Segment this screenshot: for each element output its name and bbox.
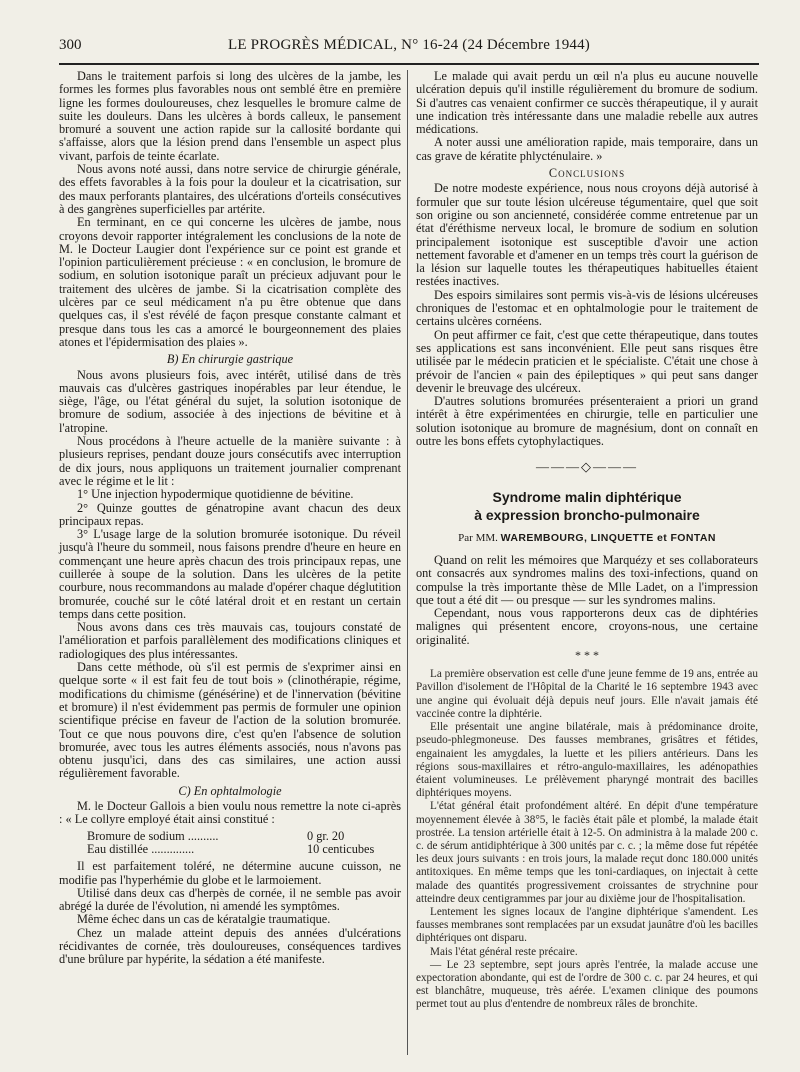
paragraph: Dans cette méthode, où s'il est permis de s'exprimer ainsi en quelque sorte « il est fait feu de tout bois » (clinothérapie, régime, modifications du chimisme (génésérine) et de l'innervation (bévitine et bromure) il n'est évidemment pas permis de formuler une opinion scientifique précise en faveur de l'action de la solution bromurée. Tout ce que nous pouvons dire, c'est qu'en l'absence de solution bromurée, avec tous les autres éléments associés, nous n'avons pas obtenu jusqu'ici, dans des cas similaires, une action aussi régulièrement favorable. <box>59 660 401 781</box>
paragraph: Nous avons noté aussi, dans notre service de chirurgie générale, des effets favorables à la fois pour la douleur et la cicatrisation, sur des maux perforants plantaires, des ulcérations d'orteils consécutives à des gangrènes superficielles par artérite. <box>59 162 401 216</box>
list-item: 3° L'usage large de la solution bromurée isotonique. Du réveil jusqu'à l'heure du sommeil, nous faisons prendre d'heure en heure en commençant une heure après chacun des trois principaux repas, une cuillerée à soupe de la solution. Dans les ulcères de la petite courbure, nous recommandons au malade d'opérer chaque déglutition bromurée, couché sur le côté latéral droit et en restant un certain temps dans cette position. <box>59 527 401 621</box>
recipe-ingredient: Bromure de sodium .......... <box>87 828 219 843</box>
paragraph: On peut affirmer ce fait, c'est que cette thérapeutique, dans toutes ses applications est sans inconvénient. Elle peut sans risques être utilisée par le médecin praticien et le spécialiste. C'était une chose à prévoir de l'ancien « pain des épileptiques » qui peut sans danger devenir le breuvage des ulcéreux. <box>416 327 758 395</box>
section-subheading-c: C) En ophtalmologie <box>178 783 282 798</box>
paragraph: Quand on relit les mémoires que Marquézy et ses collaborateurs ont consacrés aux syndromes malins des toxi-infections, quand on compulse la très importante thèse de Mlle Ladet, on a l'impression que tout a été dit — ou presque — sur les syndromes malins. <box>416 552 758 607</box>
observation-text <box>416 668 758 1011</box>
paragraph: Même échec dans un cas de kératalgie traumatique. <box>77 912 331 927</box>
article-authors <box>416 532 758 545</box>
paragraph: Le malade qui avait perdu un œil n'a plus eu aucune nouvelle ulcération depuis qu'il instille régulièrement du bromure de sodium. Si d'autres cas venaient confirmer ce succès thérapeutique, il y aurait une indication très intéressante dans une maladie rebelle aux autres médications. <box>416 69 758 137</box>
article-title-line: Syndrome malin diphtérique <box>492 488 682 505</box>
paragraph: Elle présentait une angine bilatérale, mais à prédominance droite, pseudo-phlegmoneuse. Des fausses membranes, grisâtres et fétides, engainaient les amygdales, la luette et les piliers antérieurs. Dans les régions sous-maxillaires et rétro-angulo-maxillaires, les adénopathies étaient volumineuses. Le prélèvement pharyngé montrait des bacilles diphtériques moyens. <box>416 721 758 800</box>
recipe-quantity: 0 gr. 20 <box>307 828 345 843</box>
header-rule <box>59 63 759 65</box>
authors-names: WAREMBOURG, LINQUETTE et FONTAN <box>500 531 716 544</box>
paragraph: D'autres solutions bromurées présenteraient a priori un grand intérêt à être expérimentées en chirurgie, telle en particulier une solution isotonique au bromure de magnésium, dont on connaît en outre les bons effets cytophylactiques. <box>416 394 758 449</box>
collyre-recipe <box>59 830 401 857</box>
paragraph: Dans le traitement parfois si long des ulcères de la jambe, les formes les formes plus favorables nous ont semblé être en première ligne les formes douloureuses, chez lesquelles le bromure calme de suite les douleurs. Dans les ulcères à bords calleux, le pansement bromuré a souvent une action rapide sur la callosité bordante qui s'affaisse, alors que la lésion prend dans l'ensemble un aspect plus vivant, parfois de teinte écarlate. <box>59 69 401 163</box>
paragraph: En terminant, en ce qui concerne les ulcères de jambe, nous croyons devoir rapporter intégralement les conclusions de la note de M. le Docteur Laugier dont l'expérience sur ce point est grande et l'opinion particulièrement précieuse : « en conclusion, le bromure de sodium, en solution isotonique paraît un précieux adjuvant pour le traitement des ulcères de jambe. Si la cicatrisation complète des ulcères par ce seul médicament n'a pu être obtenue que dans quelques cas, il s'est révélé de façon presque constante calmant et presque dans tous les cas a amorcé le bourgeonnement des plaies atones et l'épidermisation des plaies ». <box>59 215 401 349</box>
paragraph: — Le 23 septembre, sept jours après l'entrée, la malade accuse une expectoration abondante, qui est de l'ordre de 300 c. c. par 24 heures, et qui est blanchâtre, muqueuse, très aérée. L'examen clinique des poumons permet tout au plus d'entendre de nombreux râles de bronchite. <box>416 958 758 1011</box>
page-number: 300 <box>59 37 82 53</box>
paragraph: Nous avons plusieurs fois, avec intérêt, utilisé dans de très mauvais cas d'ulcères gastriques inopérables par leur étendue, le siège, l'âge, ou l'état général du sujet, la solution isotonique de bromure de sodium, associée à des injections de bévitine et à l'atropine. <box>59 367 401 435</box>
list-item: 2° Quinze gouttes de génatropine avant chacun des deux principaux repas. <box>59 500 401 528</box>
paragraph: La première observation est celle d'une jeune femme de 19 ans, entrée au Pavillon d'isolement de l'Hôpital de la Charité le 16 septembre 1943 avec une angine qui évoluait déjà depuis neuf jours. Elle n'avait jamais été vaccinée contre la diphtérie. <box>416 668 758 720</box>
paragraph: A noter aussi une amélioration rapide, mais temporaire, dans un cas grave de kératite phlycténulaire. » <box>416 135 758 163</box>
paragraph: Il est parfaitement toléré, ne détermine aucune cuisson, ne modifie pas l'hyperhémie du globe et le larmoiement. <box>59 859 401 887</box>
paragraph: Des espoirs similaires sont permis vis-à-vis de lésions ulcéreuses chroniques de l'estomac et en ophtalmologie pour le traitement de certains ulcères cornéens. <box>416 287 758 329</box>
paragraph: M. le Docteur Gallois a bien voulu nous remettre la note ci-après : « Le collyre employé était ainsi constitué : <box>59 799 401 827</box>
section-subheading-b: B) En chirurgie gastrique <box>166 352 294 367</box>
paragraph: Utilisé dans deux cas d'herpès de cornée, il ne semble pas avoir abrégé la durée de l'évolution, ni amendé les symptômes. <box>59 885 401 914</box>
conclusions-heading: Conclusions <box>548 166 626 181</box>
list-item: 1° Une injection hypodermique quotidienne de bévitine. <box>77 487 354 502</box>
article-title <box>416 488 758 524</box>
section-stars: * * * <box>575 647 599 662</box>
paragraph: De notre modeste expérience, nous nous croyons déjà autorisé à formuler que sur toute lésion ulcéreuse tégumentaire, quel que soit son origine ou son ancienneté, considérée comme entretenue par un état d'éréthisme nerveux local, le bromure de sodium en solution principalement isotonique est susceptible d'avoir une action nettement favorable et d'amener en un temps très court la guérison de la lésion sur laquelle toutes les thérapeutiques habituelles étaient restées inactives. <box>416 181 758 289</box>
paragraph: Nous avons dans ces très mauvais cas, toujours constaté de l'amélioration et parfois parallèlement des modifications cliniques et radiologiques des plus intéressantes. <box>59 620 401 661</box>
article-title-line: à expression broncho-pulmonaire <box>474 506 700 523</box>
journal-title: LE PROGRÈS MÉDICAL, N° 16-24 (24 Décembre 1944) <box>227 37 591 53</box>
authors-prefix: Par MM. <box>458 531 498 544</box>
paragraph: Cependant, nous vous rapporterons deux cas de diphtéries malignes qui présentent encore, croyons-nous, une certaine originalité. <box>416 606 758 647</box>
paragraph: Mais l'état général reste précaire. <box>430 945 578 958</box>
left-column <box>59 70 401 967</box>
right-column <box>416 70 758 1012</box>
paragraph: Chez un malade atteint depuis des années d'ulcérations récidivantes de cornée, très douloureuses, conséquences tardives d'une brûlure par hypérite, la sédation a été manifeste. <box>59 925 401 967</box>
paragraph: Nous procédons à l'heure actuelle de la manière suivante : à plusieurs reprises, pendant douze jours consécutifs avec interruption de dix jours, nous appliquons un traitement journalier comprenant avec le régime et le lit : <box>59 434 401 488</box>
section-ornament: ———◇——— <box>536 459 638 475</box>
column-separator <box>407 70 408 1055</box>
paragraph: L'état général était profondément altéré. En dépit d'une température moyennement élevée à 38°5, le faciès était pâle et plombé, la malade était prostrée. La tension artérielle était à 12-5. On administra à la malade 200 c. c. de sérum antidiphtérique à 300 unités par c. c. ; la même dose fut répétée les deux jours suivants : en trois jours, la malade reçut donc 180.000 unités antitoxiques. En même temps que les toni-cardiaques, on injectait à cette malade des quantités progressivement croissantes de strychnine pour atteindre deux centigrammes par jour au dixième jour de l'hospitalisation. <box>416 800 758 905</box>
recipe-ingredient: Eau distillée .............. <box>87 841 195 856</box>
recipe-quantity: 10 centicubes <box>307 841 375 856</box>
page-header <box>59 37 759 59</box>
paragraph: Lentement les signes locaux de l'angine diphtérique s'amendent. Les fausses membranes sont remplacées par un exsudat jaunâtre d'où les bacilles diphtériques ont disparu. <box>416 905 758 945</box>
